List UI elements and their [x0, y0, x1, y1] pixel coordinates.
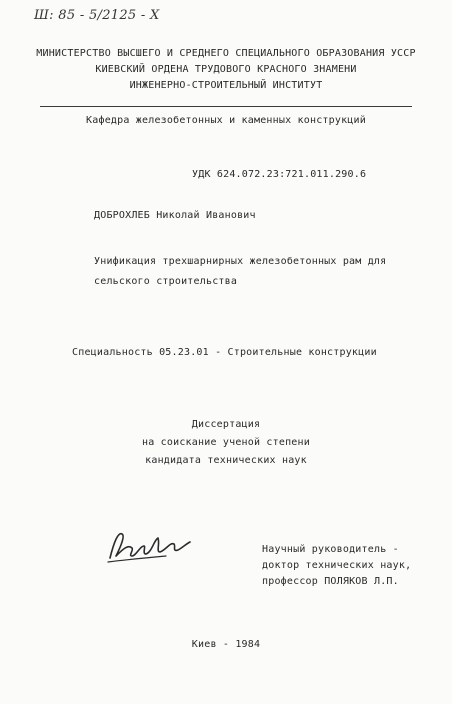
author-signature [104, 522, 194, 566]
institute-line-2: ИНЖЕНЕРНО-СТРОИТЕЛЬНЫЙ ИНСТИТУТ [129, 80, 323, 91]
ministry-name: МИНИСТЕРСТВО ВЫСШЕГО И СРЕДНЕГО СПЕЦИАЛЬНОГО ОБРАЗОВАНИЯ УССР [36, 48, 416, 59]
degree-line-1: Диссертация [191, 419, 261, 430]
supervisor-line-1: Научный руководитель - [262, 544, 399, 555]
title-line-2: сельского строительства [94, 276, 238, 287]
degree-line-3: кандидата технических наук [145, 455, 307, 466]
archive-code: Ш: 85 - 5/2125 - Х [34, 8, 160, 23]
institute-line-1: КИЕВСКИЙ ОРДЕНА ТРУДОВОГО КРАСНОГО ЗНАМЕНИ [95, 64, 357, 75]
title-line-1: Унификация трехшарнирных железобетонных рам для [94, 256, 387, 267]
udc-code: УДК 624.072.23:721.011.290.6 [192, 169, 367, 180]
header-divider [40, 106, 412, 107]
author-name: ДОБРОХЛЕБ Николай Иванович [94, 210, 256, 221]
department-name: Кафедра железобетонных и каменных конструкций [86, 115, 366, 126]
supervisor-line-3: профессор ПОЛЯКОВ Л.П. [262, 576, 399, 587]
speciality: Специальность 05.23.01 - Строительные конструкции [72, 347, 377, 358]
degree-line-2: на соискание ученой степени [142, 437, 310, 448]
supervisor-line-2: доктор технических наук, [262, 560, 412, 571]
city-year: Киев - 1984 [191, 639, 261, 650]
